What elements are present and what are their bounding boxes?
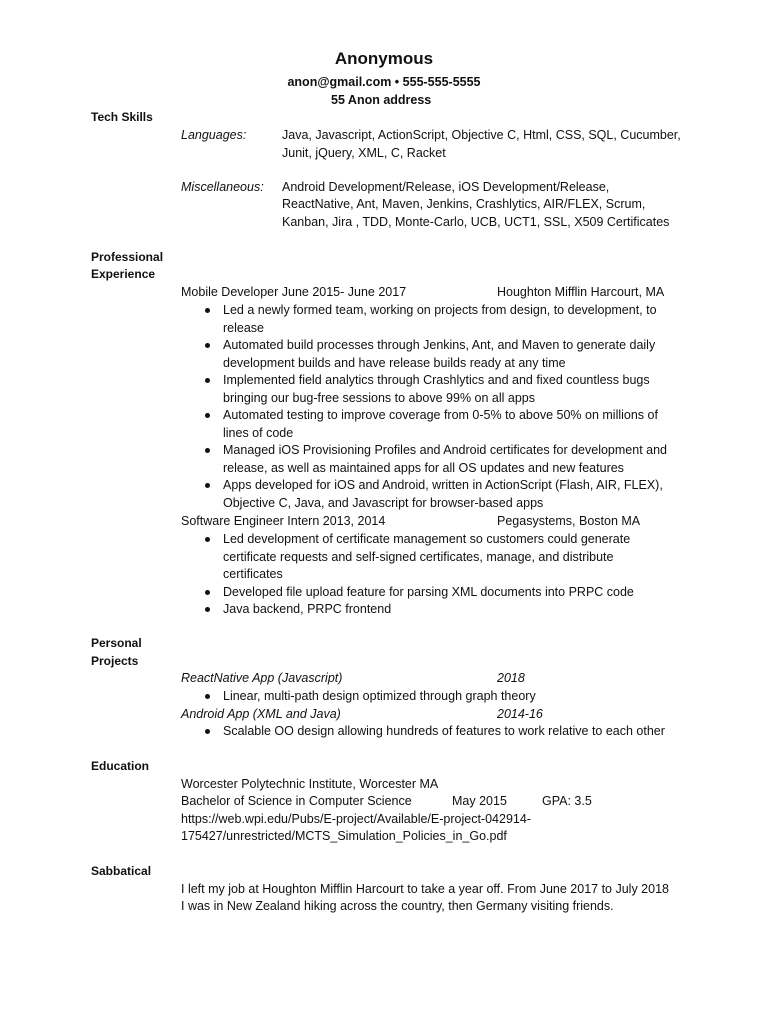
project-year: 2018 <box>497 671 525 685</box>
section-label-projects: Projects <box>91 654 139 668</box>
section-label-projects: Personal <box>91 636 142 650</box>
graduation-date: May 2015 <box>452 794 507 808</box>
project-year: 2014-16 <box>497 707 543 721</box>
bullet-line: release <box>223 320 264 335</box>
section-label-education: Education <box>91 759 150 773</box>
job-title: Software Engineer Intern 2013, 2014 <box>181 514 386 528</box>
bullet-line: Implemented field analytics through Crashlytics and and fixed countless bugs <box>223 373 650 387</box>
list-item <box>201 302 681 337</box>
misc-label: Miscellaneous: <box>181 180 264 194</box>
job-bullets <box>201 302 681 512</box>
job-title: Mobile Developer June 2015- June 2017 <box>181 285 407 299</box>
bullet-line: Led a newly formed team, working on projects from design, to development, to <box>223 303 657 317</box>
job-location: Pegasystems, Boston MA <box>497 514 641 528</box>
list-item <box>201 442 681 477</box>
address-line: 55 Anon address <box>331 93 432 107</box>
bullet-line: Scalable OO design allowing hundreds of features to work relative to each other <box>223 724 665 738</box>
section-label-sabbatical: Sabbatical <box>91 864 152 878</box>
project-link[interactable]: 175427/unrestricted/MCTS_Simulation_Policies_in_Go.pdf <box>181 829 507 843</box>
bullet-line: Managed iOS Provisioning Profiles and Android certificates for development and <box>223 443 668 457</box>
gpa: GPA: 3.5 <box>542 794 592 808</box>
job-bullets <box>201 531 681 619</box>
bullet-line: Led development of certificate management so customers could generate <box>223 532 631 546</box>
bullet-line: release, as well as maintained apps for all OS updates and new features <box>223 460 624 475</box>
bullet-line: Developed file upload feature for parsing XML documents into PRPC code <box>223 584 634 599</box>
section-label-experience: Experience <box>91 267 156 281</box>
bullet-line: certificate requests and self-signed certificates, manage, and distribute <box>223 549 614 564</box>
bullet-line: Apps developed for iOS and Android, written in ActionScript (Flash, AIR, FLEX), <box>223 478 663 492</box>
sabbatical-text: I left my job at Houghton Mifflin Harcourt to take a year off. From June 2017 to July 2018 <box>181 882 669 896</box>
misc-line: Kanban, Jira , TDD, Monte-Carlo, UCB, UCT1, SSL, X509 Certificates <box>282 215 670 229</box>
bullet-line: bringing our bug-free sessions to above 99% on all apps <box>223 390 536 405</box>
languages-line: Junit, jQuery, XML, C, Racket <box>282 146 446 160</box>
list-item <box>201 601 681 619</box>
list-item <box>201 688 681 706</box>
bullet-line: Java backend, PRPC frontend <box>223 602 392 616</box>
misc-line: ReactNative, Ant, Maven, Jenkins, Crashlytics, AIR/FLEX, Scrum, <box>282 197 646 211</box>
section-label-tech-skills: Tech Skills <box>91 110 153 124</box>
project-title: ReactNative App (Javascript) <box>181 671 343 685</box>
bullet-line: Automated build processes through Jenkins, Ant, and Maven to generate daily <box>223 338 656 352</box>
degree: Bachelor of Science in Computer Science <box>181 794 412 808</box>
sabbatical-text: I was in New Zealand hiking across the country, then Germany visiting friends. <box>181 899 614 913</box>
bullet-line: Linear, multi-path design optimized through graph theory <box>223 689 536 703</box>
list-item <box>201 407 681 442</box>
list-item <box>201 337 681 372</box>
project-title: Android App (XML and Java) <box>181 707 341 721</box>
bullet-line: lines of code <box>223 425 294 440</box>
list-item <box>201 477 681 512</box>
project-link[interactable]: https://web.wpi.edu/Pubs/E-project/Available/E-project-042914- <box>181 812 531 826</box>
bullet-line: development builds and have release builds ready at any time <box>223 355 566 370</box>
project-bullets <box>201 688 681 706</box>
languages-label: Languages: <box>181 128 247 142</box>
school-name: Worcester Polytechnic Institute, Worcester MA <box>181 777 439 791</box>
job-location: Houghton Mifflin Harcourt, MA <box>497 285 665 299</box>
languages-line: Java, Javascript, ActionScript, Objective C, Html, CSS, SQL, Cucumber, <box>282 128 681 142</box>
bullet-line: certificates <box>223 567 283 581</box>
section-label-experience: Professional <box>91 250 164 264</box>
contact-line: anon@gmail.com • 555-555-5555 <box>287 75 481 89</box>
resume-name: Anonymous <box>334 49 434 68</box>
bullet-line: Automated testing to improve coverage from 0-5% to above 50% on millions of <box>223 408 658 422</box>
bullet-line: Objective C, Java, and Javascript for browser-based apps <box>223 495 544 510</box>
project-bullets <box>201 723 691 741</box>
list-item <box>201 584 681 602</box>
list-item <box>201 723 691 741</box>
list-item <box>201 531 681 584</box>
list-item <box>201 372 681 407</box>
misc-line: Android Development/Release, iOS Development/Release, <box>282 180 610 194</box>
